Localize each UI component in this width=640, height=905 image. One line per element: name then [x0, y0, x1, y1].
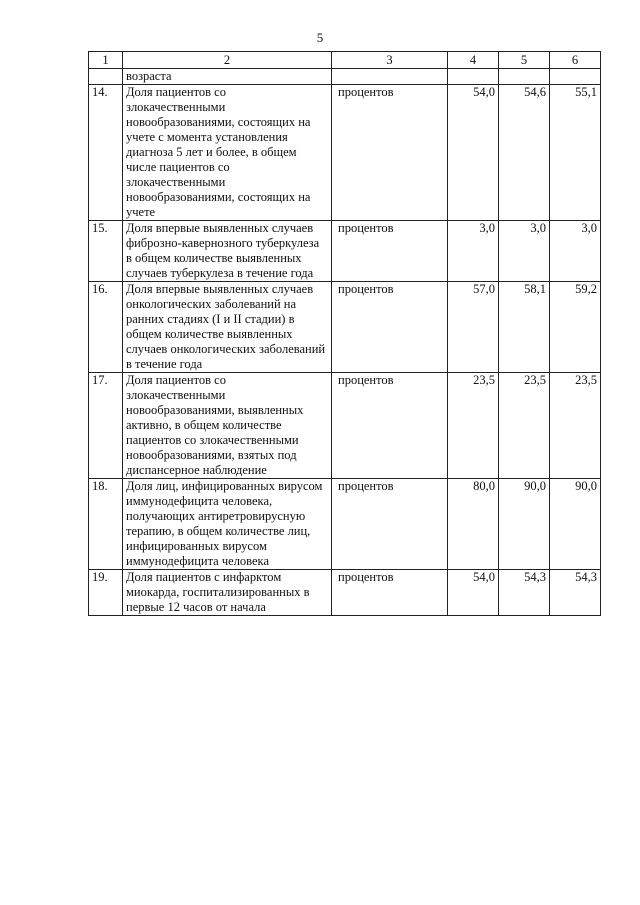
- indicator-name: Доля пациентов со злокачественными новообразованиями, выявленных активно, в общем количестве пациентов со злокачественными новообразованиями, взятых под диспансерное наблюдение: [123, 373, 332, 479]
- value-col-4: 54,0: [448, 570, 499, 616]
- continuation-unit: [332, 69, 448, 85]
- row-number: 14.: [89, 85, 123, 221]
- value-col-6: 54,3: [550, 570, 601, 616]
- table-row: [89, 85, 601, 221]
- value-col-5: 54,3: [499, 570, 550, 616]
- continuation-num: [89, 69, 123, 85]
- continuation-v2: [499, 69, 550, 85]
- value-col-4: 57,0: [448, 282, 499, 373]
- value-col-4: 23,5: [448, 373, 499, 479]
- value-col-4: 3,0: [448, 221, 499, 282]
- header-col-2: 2: [123, 52, 332, 69]
- header-col-4: 4: [448, 52, 499, 69]
- value-col-5: 3,0: [499, 221, 550, 282]
- indicator-unit: процентов: [332, 570, 448, 616]
- indicator-name: Доля впервые выявленных случаев фиброзно-кавернозного туберкулеза в общем количестве выявленных случаев туберкулеза в течение года: [123, 221, 332, 282]
- indicator-unit: процентов: [332, 85, 448, 221]
- indicator-name: Доля впервые выявленных случаев онкологических заболеваний на ранних стадиях (I и II стадии) в общем количестве выявленных случаев онкологических заболеваний в течение года: [123, 282, 332, 373]
- value-col-5: 90,0: [499, 479, 550, 570]
- value-col-6: 90,0: [550, 479, 601, 570]
- continuation-row: [89, 69, 601, 85]
- value-col-6: 3,0: [550, 221, 601, 282]
- indicator-name: Доля пациентов со злокачественными новообразованиями, состоящих на учете с момента установления диагноза 5 лет и более, в общем числе пациентов со злокачественными новообразованиями, состоящих на учете: [123, 85, 332, 221]
- value-col-5: 58,1: [499, 282, 550, 373]
- page-number: 5: [316, 30, 324, 45]
- indicator-unit: процентов: [332, 479, 448, 570]
- header-col-3: 3: [332, 52, 448, 69]
- header-col-1: 1: [89, 52, 123, 69]
- row-number: 18.: [89, 479, 123, 570]
- table-row: [89, 479, 601, 570]
- value-col-5: 23,5: [499, 373, 550, 479]
- header-row: [89, 52, 601, 69]
- row-number: 19.: [89, 570, 123, 616]
- value-col-4: 54,0: [448, 85, 499, 221]
- indicator-name: Доля пациентов с инфарктом миокарда, госпитализированных в первые 12 часов от начала: [123, 570, 332, 616]
- value-col-6: 55,1: [550, 85, 601, 221]
- value-col-6: 23,5: [550, 373, 601, 479]
- indicator-unit: процентов: [332, 282, 448, 373]
- value-col-4: 80,0: [448, 479, 499, 570]
- continuation-text: возраста: [123, 69, 332, 85]
- indicator-unit: процентов: [332, 221, 448, 282]
- indicators-table: [88, 51, 601, 616]
- row-number: 15.: [89, 221, 123, 282]
- table-row: [89, 570, 601, 616]
- table-row: [89, 282, 601, 373]
- continuation-v3: [550, 69, 601, 85]
- header-col-5: 5: [499, 52, 550, 69]
- value-col-5: 54,6: [499, 85, 550, 221]
- indicator-unit: процентов: [332, 373, 448, 479]
- continuation-v1: [448, 69, 499, 85]
- indicator-name: Доля лиц, инфицированных вирусом иммунодефицита человека, получающих антиретровирусную терапию, в общем количестве лиц, инфицированных вирусом иммунодефицита человека: [123, 479, 332, 570]
- table-row: [89, 221, 601, 282]
- row-number: 17.: [89, 373, 123, 479]
- table-row: [89, 373, 601, 479]
- header-col-6: 6: [550, 52, 601, 69]
- value-col-6: 59,2: [550, 282, 601, 373]
- row-number: 16.: [89, 282, 123, 373]
